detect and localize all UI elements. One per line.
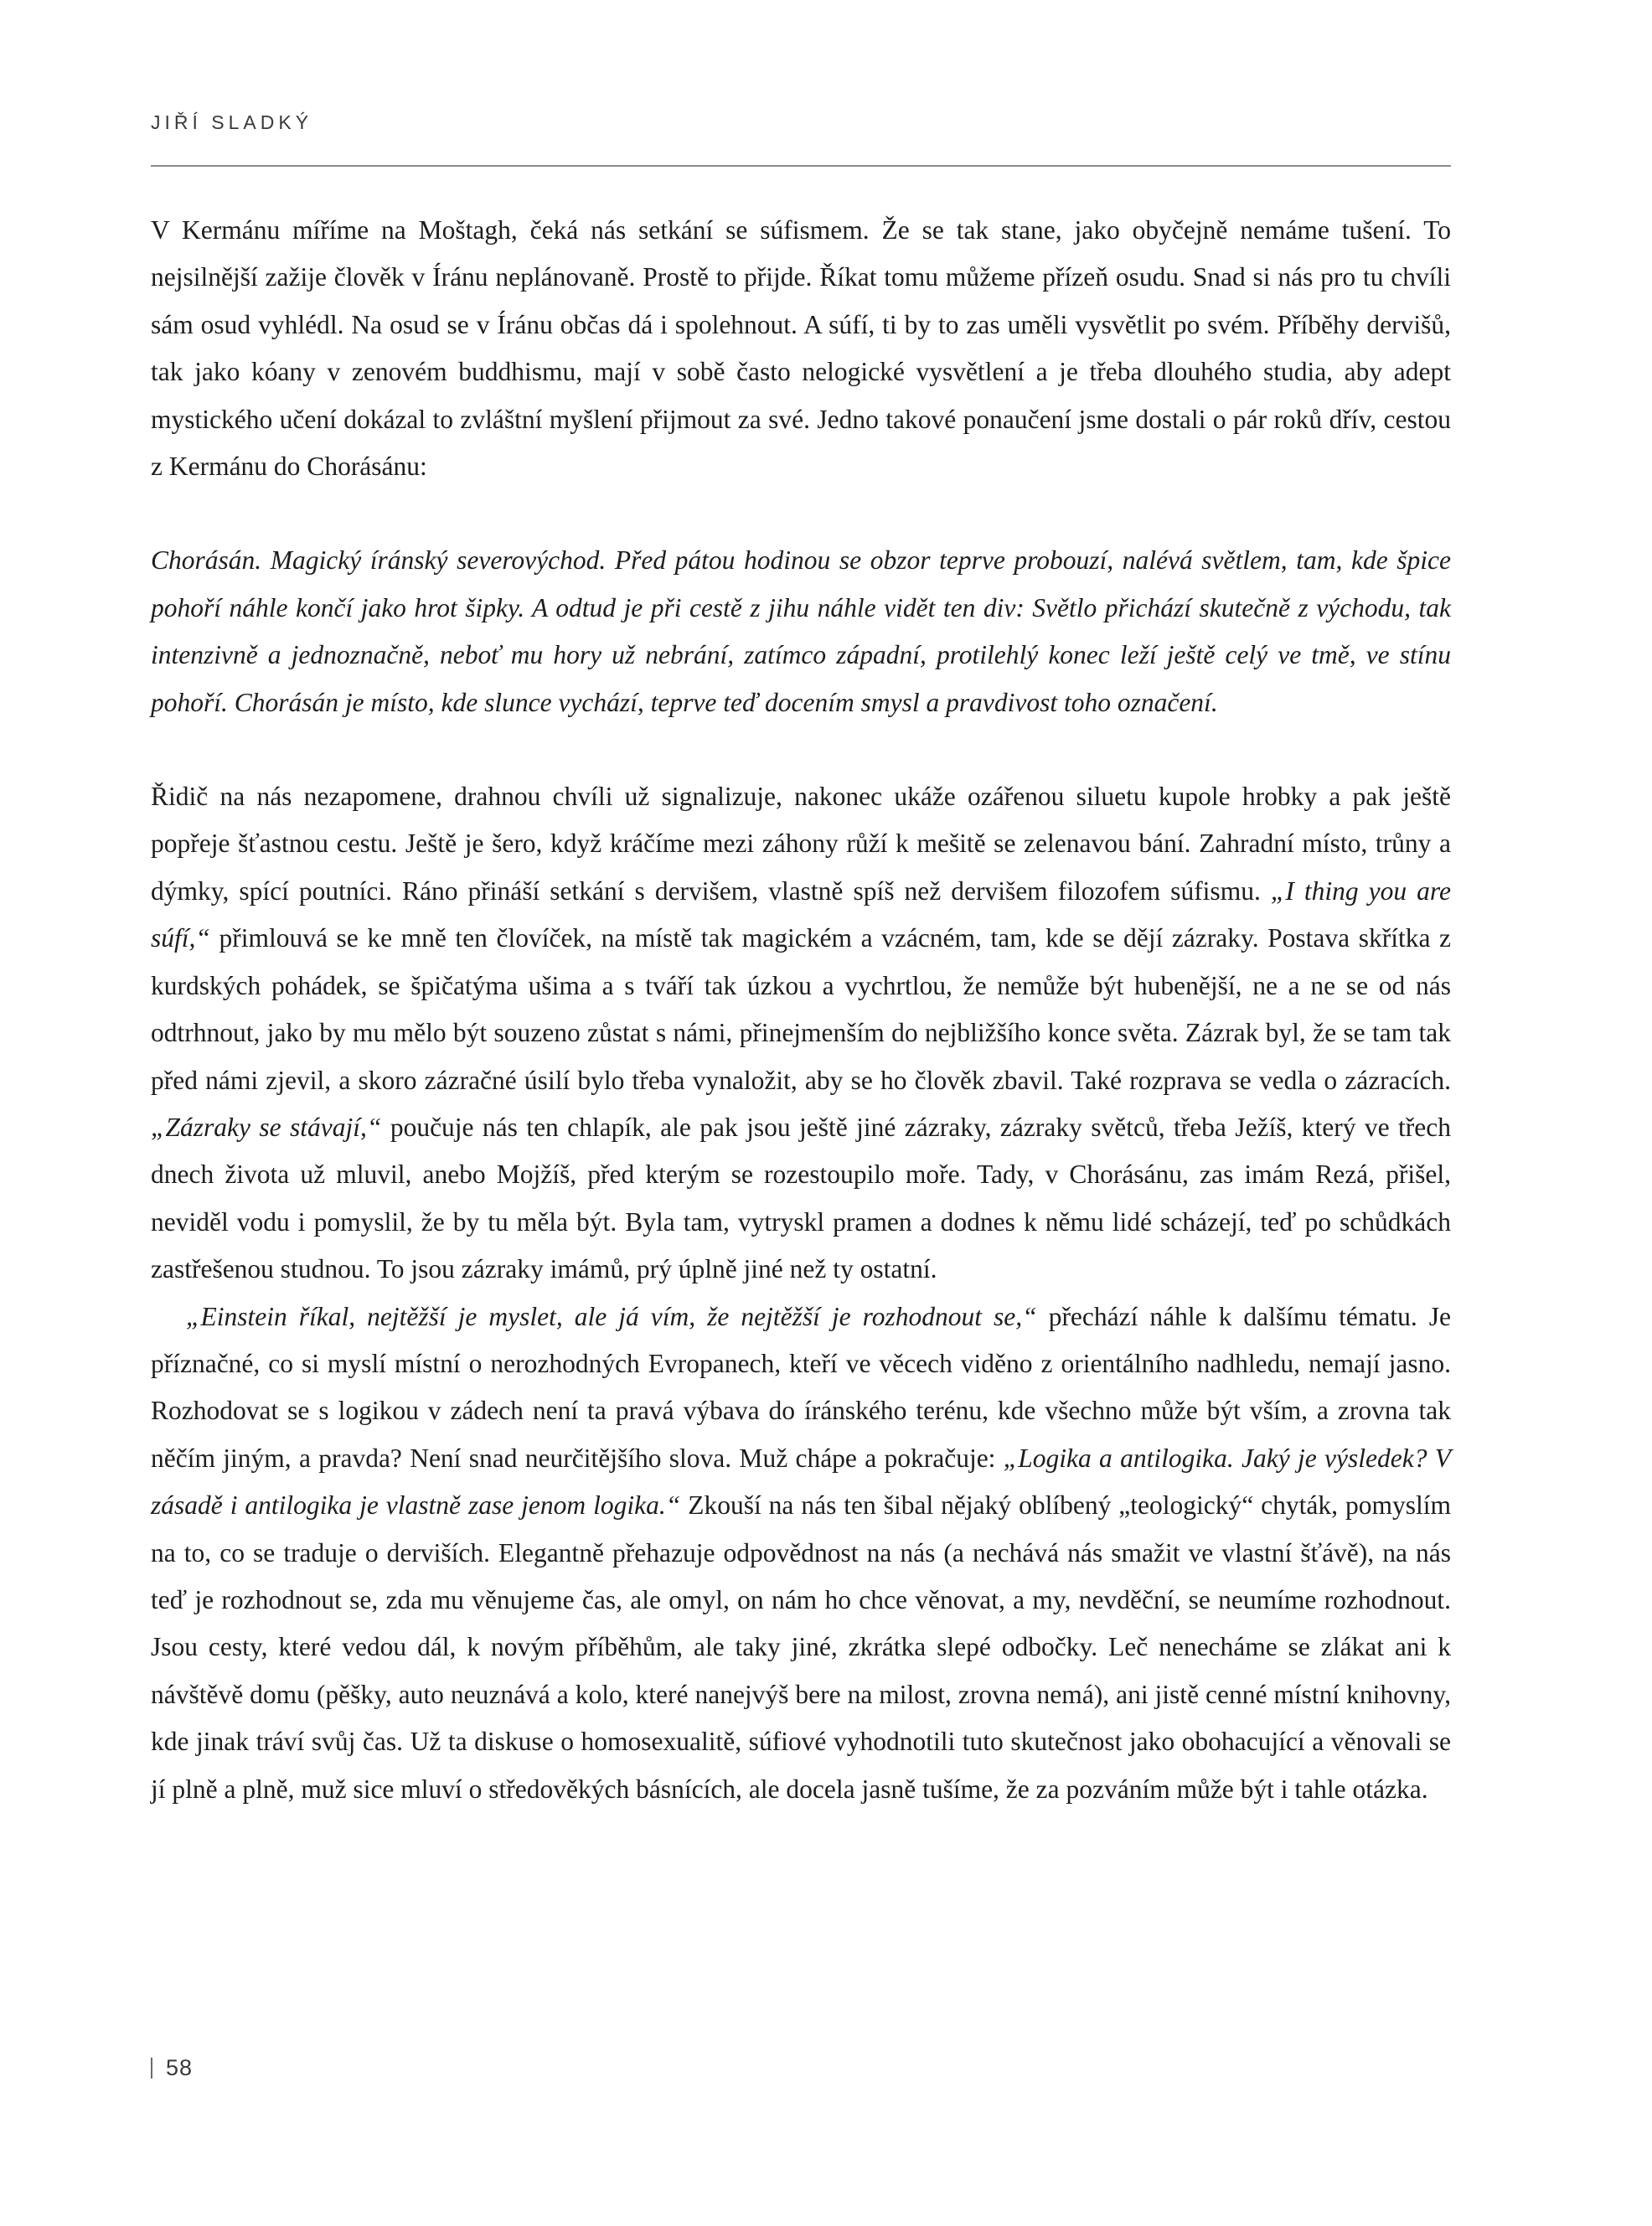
paragraph-3-quote-1: „I thing you are súfí,“ (151, 875, 1452, 953)
paragraph-3-text-2: přimlouvá se ke mně ten človíček, na místě tak magickém a vzácném, tam, kde se dějí zázraky. Postava skřítka z kurdských pohádek, se špičatýma ušima a s tváří tak úzkou a vychrtlou, že nemůže být hubenější, ne a ne se od nás odtrhnout, jako by mu mělo být souzeno zůstat s námi, přinejmenším do nejbližšího konce světa. Zázrak byl, že se tam tak před námi zjevil, a skoro zázračné úsilí bylo třeba vynaložit, aby se ho člověk zbavil. Také rozprava se vedla o zázracích. (151, 923, 1451, 1095)
paragraph-4-text-2: Zkouší na nás ten šibal nějaký oblíbený „teologický“ chyták, pomyslím na to, co se traduje o derviších. Elegantně přehazuje odpovědnost na nás (a nechává nás smažit ve vlastní šťávě), na nás teď je rozhodnout se, zda mu věnujeme čas, ale omyl, on nám ho chce věnovat, a my, nevděční, se neumíme rozhodnout. Jsou cesty, které vedou dál, k novým příběhům, ale taky jiné, zkrátka slepé odbočky. Leč nenecháme se zlákat ani k návštěvě domu (pěšky, auto neuznává a kolo, které nanejvýš bere na milost, zrovna nemá), ani jistě cenné místní knihovny, kde jinak tráví svůj čas. Už ta diskuse o homosexualitě, súfiové vyhodnotili tuto skutečnost jako obohacující a věnovali se jí plně a plně, muž sice mluví o středověkých básnících, ale docela jasně tušíme, že za pozváním může být i tahle otázka. (151, 1490, 1451, 1804)
paragraph-3-text-3: poučuje nás ten chlapík, ale pak jsou ještě jiné zázraky, zázraky světců, třeba Ježíš, který ve třech dnech života už mluvil, anebo Mojžíš, před kterým se rozestoupilo moře. Tady, v Chorásánu, zas imám Rezá, přišel, neviděl vodu i pomyslil, že by tu měla být. Byla tam, vytryskl pramen a dodnes k němu lidé scházejí, teď po schůdkách zastřešenou studnou. To jsou zázraky imámů, prý úplně jiné než ty ostatní. (151, 1112, 1451, 1284)
paragraph-1: V Kermánu míříme na Moštagh, čeká nás setkání se súfismem. Že se tak stane, jako obyčejně nemáme tušení. To nejsilnější zažije člověk v Íránu neplánovaně. Prostě to přijde. Říkat tomu můžeme přízeň osudu. Snad si nás pro tu chvíli sám osud vyhlédl. Na osud se v Íránu občas dá i spolehnout. A súfí, ti by to zas uměli vysvětlit po svém. Příběhy dervišů, tak jako kóany v zenovém buddhismu, mají v sobě často nelogické vysvětlení a je třeba dlouhého studia, aby adept mystického učení dokázal to zvláštní myšlení přijmout za své. Jedno takové ponaučení jsme dostali o pár roků dřív, cestou z Kermánu do Chorásánu: (151, 215, 1451, 482)
paragraph-2-italic: Chorásán. Magický íránský severovýchod. Před pátou hodinou se obzor teprve probouzí, nalévá světlem, tam, kde špice pohoří náhle končí jako hrot šipky. A odtud je při cestě z jihu náhle vidět ten div: Světlo přichází skutečně z východu, tak intenzivně a jednoznačně, neboť mu hory už nebrání, zatímco západní, protilehlý konec leží ještě celý ve tmě, ve stínu pohoří. Chorásán je místo, kde slunce vychází, teprve teď docením smysl a pravdivost toho označení. (151, 545, 1451, 717)
running-header-author: JIŘÍ SLADKÝ (151, 111, 313, 133)
paragraph-4-quote-1: „Einstein říkal, nejtěžší je myslet, ale já vím, že nejtěžší je rozhodnout se,“ (186, 1301, 1037, 1331)
header-rule (151, 165, 1451, 167)
paragraph-4-text-1: přechází náhle k dalšímu tématu. Je příznačné, co si myslí místní o nerozhodných Evropanech, kteří ve věcech viděno z orientálního nadhledu, nemají jasno. Rozhodovat se s logikou v zádech není ta pravá výbava do íránského terénu, kde všechno může být vším, a zrovna tak něčím jiným, a pravda? Není snad neurčitějšího slova. Muž chápe a pokračuje: (151, 1301, 1451, 1473)
page-number: 58 (166, 2055, 194, 2080)
paragraph-3-text-1: Řidič na nás nezapomene, drahnou chvíli už signalizuje, nakonec ukáže ozářenou siluetu kupole hrobky a pak ještě popřeje šťastnou cestu. Ještě je šero, když kráčíme mezi záhony růží k mešitě se zelenavou bání. Zahradní místo, trůny a dýmky, spící poutníci. Ráno přináší setkání s dervišem, vlastně spíš než dervišem filozofem súfismu. (151, 782, 1451, 906)
paragraph-3-quote-2: „Zázraky se stávají,“ (151, 1112, 382, 1142)
page-folio (151, 2055, 193, 2081)
body-text (151, 207, 1451, 1813)
paragraph-4 (151, 1294, 1451, 1813)
paragraph-4-quote-2: „Logika a antilogika. Jaký je výsledek? V zásadě i antilogika je vlastně zase jenom logika.“ (151, 1443, 1451, 1521)
paragraph-3 (151, 773, 1451, 1293)
folio-bar (151, 2058, 152, 2079)
